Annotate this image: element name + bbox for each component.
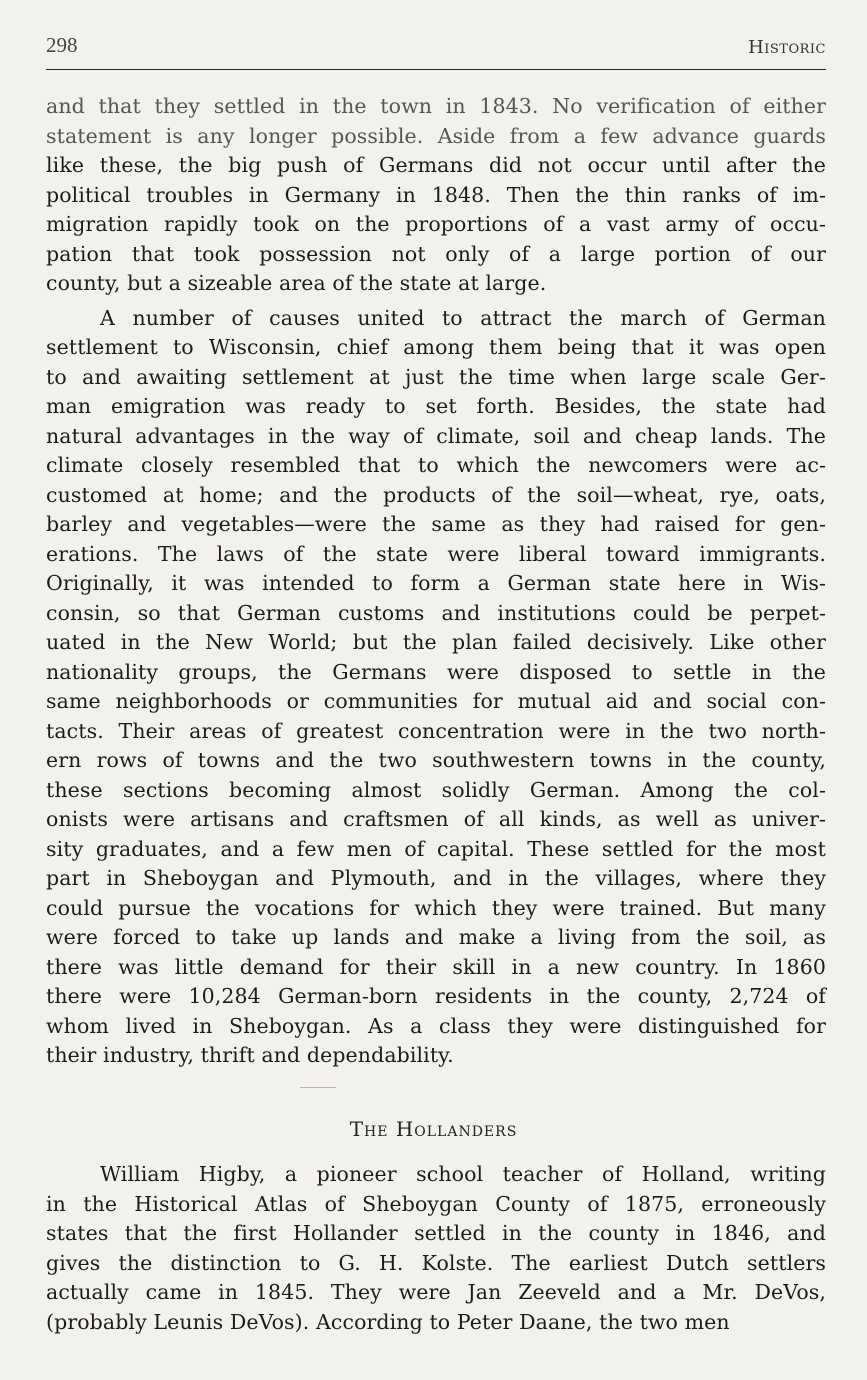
text-line: there was little demand for their skill in a new country. In 1860 <box>46 954 826 979</box>
text-line: ern rows of towns and the two southwestern towns in the county, <box>46 748 826 772</box>
text-line: sity graduates, and a few men of capital. These settled for the most <box>46 836 826 861</box>
text-line: erations. The laws of the state were liberal toward immigrants. <box>46 541 826 566</box>
text-line: statement is any longer possible. Aside from a few advance guards <box>46 123 826 148</box>
running-title: Historic <box>748 37 826 58</box>
text-line: were forced to take up lands and make a living from the soil, as <box>46 925 826 949</box>
body-text <box>46 92 826 1071</box>
text-line: part in Sheboygan and Plymouth, and in the villages, where they <box>46 866 826 890</box>
text-line: in the Historical Atlas of Sheboygan County of 1875, erroneously <box>46 1191 826 1216</box>
section-divider <box>300 1087 336 1088</box>
text-line: and that they settled in the town in 1843. No verification of either <box>46 94 826 118</box>
text-line: political troubles in Germany in 1848. Then the thin ranks of im- <box>46 182 826 207</box>
paragraph-hollanders <box>46 1160 826 1337</box>
text-line: (probably Leunis DeVos). According to Peter Daane, the two men <box>46 1309 730 1334</box>
text-line: tacts. Their areas of greatest concentration were in the two north- <box>46 718 826 743</box>
text-line: could pursue the vocations for which they were trained. But many <box>46 895 826 920</box>
paragraph-continuation <box>46 92 826 299</box>
text-line: county, but a sizeable area of the state at large. <box>46 271 547 295</box>
text-line: to and awaiting settlement at just the time when large scale Ger- <box>46 364 826 389</box>
text-line: customed at home; and the products of the soil—wheat, rye, oats, <box>46 482 826 507</box>
text-line: nationality groups, the Germans were disposed to settle in the <box>46 659 826 684</box>
text-line: like these, the big push of Germans did not occur until after the <box>46 153 826 177</box>
text-line: barley and vegetables—were the same as they had raised for gen- <box>46 512 826 536</box>
text-line: actually came in 1845. They were Jan Zeeveld and a Mr. DeVos, <box>46 1280 826 1304</box>
text-line: pation that took possession not only of a large portion of our <box>46 241 826 266</box>
header-rule <box>46 69 826 70</box>
section-body-text <box>46 1160 826 1337</box>
text-line: gives the distinction to G. H. Kolste. The earliest Dutch settlers <box>46 1250 826 1275</box>
text-line: these sections becoming almost solidly German. Among the col- <box>46 777 826 802</box>
text-line: consin, so that German customs and institutions could be perpet- <box>46 600 826 625</box>
text-line: their industry, thrift and dependability. <box>46 1043 454 1067</box>
text-line: climate closely resembled that to which the newcomers were ac- <box>46 453 826 477</box>
text-line: uated in the New World; but the plan failed decisively. Like other <box>46 630 826 654</box>
text-line: states that the first Hollander settled in the county in 1846, and <box>46 1221 826 1245</box>
running-head <box>46 33 826 65</box>
text-line: A number of causes united to attract the march of German <box>100 305 826 330</box>
paragraph-german-settlement <box>46 304 826 1071</box>
text-line: man emigration was ready to set forth. Besides, the state had <box>46 394 826 418</box>
section-heading: The Hollanders <box>349 1117 518 1141</box>
page-number: 298 <box>46 33 78 57</box>
text-line: natural advantages in the way of climate, soil and cheap lands. The <box>46 423 826 448</box>
text-line: migration rapidly took on the proportions of a vast army of occu- <box>46 212 826 236</box>
text-line: there were 10,284 German-born residents in the county, 2,724 of <box>46 984 826 1008</box>
text-line: whom lived in Sheboygan. As a class they were distinguished for <box>46 1013 826 1038</box>
text-line: William Higby, a pioneer school teacher of Holland, writing <box>100 1162 826 1186</box>
text-line: settlement to Wisconsin, chief among them being that it was open <box>46 335 826 359</box>
text-line: Originally, it was intended to form a German state here in Wis- <box>46 571 826 595</box>
text-line: onists were artisans and craftsmen of all kinds, as well as univer- <box>46 807 826 831</box>
text-line: same neighborhoods or communities for mutual aid and social con- <box>46 689 826 713</box>
